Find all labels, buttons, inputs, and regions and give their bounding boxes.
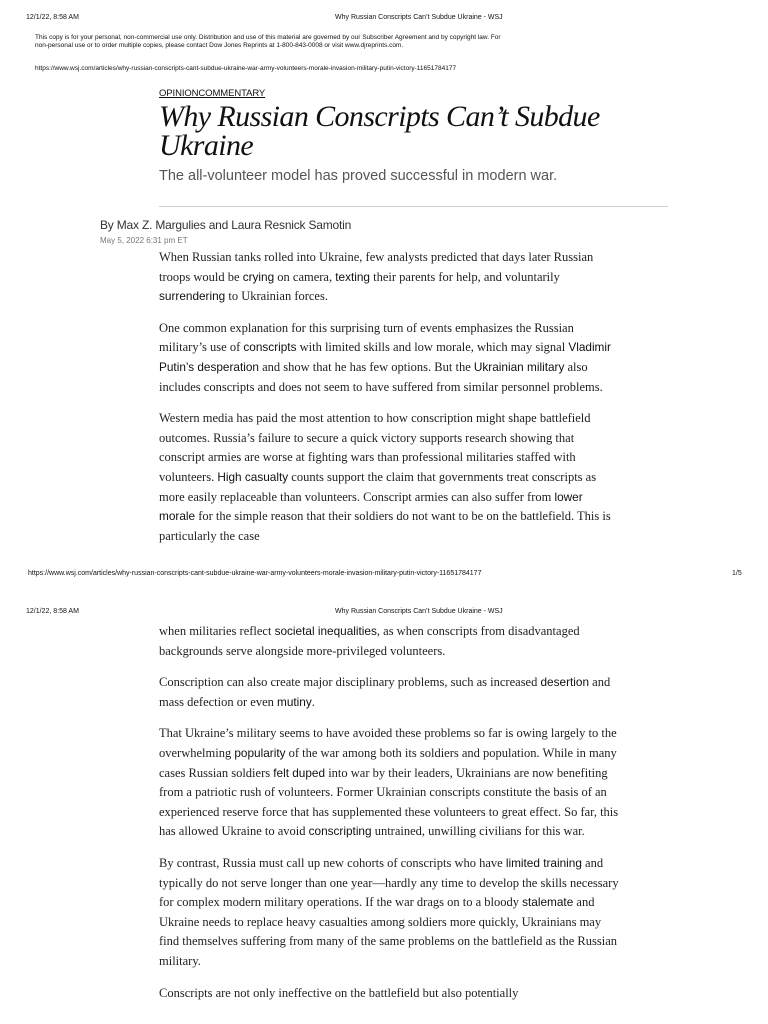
paragraph-text: and typically do not serve longer than one year—hardly any time to develop the skills necessary for complex modern military operations. If the war drags on to a bloody (159, 855, 619, 910)
page-footer-url: https://www.wsj.com/articles/why-russian-conscripts-cant-subdue-ukraine-war-army-volunteers-morale-invasion-military-putin-victory-11651784177 (28, 570, 482, 577)
reprint-notice-line: non-personal use or to order multiple copies, please contact Dow Jones Reprints at 1-800-843-0008 or visit www.djreprints.com. (35, 42, 404, 49)
inline-link[interactable]: societal inequalities (274, 624, 377, 638)
page-1-body (0, 248, 768, 565)
inline-link[interactable]: popularity (234, 745, 286, 760)
paragraph-text: with limited skills and low morale, which may signal (296, 340, 569, 355)
reprint-notice-line: This copy is for your personal, non-commercial use only. Distribution and use of this material are governed by our Subscriber Agreement and by copyright law. For (35, 34, 501, 41)
inline-link[interactable]: texting (335, 269, 370, 284)
print-timestamp: 12/1/22, 8:58 AM (26, 14, 79, 21)
inline-link[interactable]: mutiny (277, 694, 312, 709)
body-paragraph (159, 673, 619, 712)
inline-link[interactable]: limited training (505, 855, 582, 870)
print-title: Why Russian Conscripts Can’t Subdue Ukraine - WSJ (335, 14, 503, 21)
article-headline: Why Russian Conscripts Can’t Subdue Ukraine (159, 100, 600, 162)
paragraph-text: and Ukraine needs to replace heavy casualties among soldiers more quickly, Ukrainians may find themselves suffering from many of the same problems on the battlefield as the Russian military. (159, 895, 617, 968)
page-number: 1/5 (732, 570, 742, 577)
paragraph-text: That Ukraine’s military seems to have avoided these problems so far is owing largely to the overwhelming (159, 726, 617, 760)
paragraph-text: to Ukrainian forces. (225, 289, 328, 304)
inline-link[interactable]: Vladimir Putin’s (159, 340, 611, 374)
article-body-page-2 (159, 622, 619, 1015)
page-2-body (0, 622, 768, 1024)
print-title: Why Russian Conscripts Can’t Subdue Ukraine - WSJ (335, 608, 503, 615)
paragraph-text: when militaries reflect (159, 624, 275, 638)
paragraph-text: Conscription can also create major disciplinary problems, such as increased (159, 675, 541, 690)
body-paragraph (159, 724, 619, 842)
inline-link[interactable]: surrendering (159, 289, 226, 304)
paragraph-text: , as when conscripts from disadvantaged backgrounds serve alongside more-privileged volunteers. (159, 624, 580, 658)
article-date: May 5, 2022 6:31 pm ET (100, 236, 188, 245)
body-paragraph (159, 248, 619, 307)
paragraph-text: By contrast, Russia must call up new cohorts of conscripts who have (159, 855, 506, 870)
article-body-page-1 (159, 248, 619, 558)
inline-link[interactable]: lower morale (159, 489, 583, 524)
article-url[interactable]: https://www.wsj.com/articles/why-russian-conscripts-cant-subdue-ukraine-war-army-volunteers-morale-invasion-military-putin-victory-11651784177 (35, 65, 457, 72)
print-timestamp: 12/1/22, 8:58 AM (26, 608, 79, 615)
reprint-notice (35, 34, 501, 50)
paragraph-text: for the simple reason that their soldiers do not want to be on the battlefield. This is particularly the case (159, 509, 611, 543)
inline-link[interactable]: desertion (540, 675, 590, 690)
paragraph-text: Western media has paid the most attention to how conscription might shape battlefield outcomes. Russia’s failure to secure a quick victory supports research showing that conscript armies are worse at fighting wars than professional militaries staffed with volunteers. (159, 411, 591, 484)
body-paragraph (159, 319, 619, 397)
paragraph-text: . (311, 694, 315, 709)
inline-link[interactable]: High casualty (217, 469, 289, 484)
body-paragraph (159, 409, 619, 546)
inline-link[interactable]: felt duped (273, 765, 326, 780)
page-break (0, 585, 768, 599)
header-divider (159, 206, 668, 207)
paragraph-text: counts support the claim that governments treat conscripts as more easily replaceable than volunteers. Conscript armies can also suffer from (159, 469, 597, 504)
inline-link[interactable]: crying (242, 269, 275, 284)
article-byline: By Max Z. Margulies and Laura Resnick Samotin (100, 218, 352, 232)
paragraph-text: also includes conscripts and does not seem to have suffered from similar personnel problems. (159, 359, 603, 394)
paragraph-text: into war by their leaders, Ukrainians are now benefiting from a patriotic rush of volunteers. Former Ukrainian conscripts constitute the basis of an experienced reserve force that has supplemented these volunteers to great effect. So far, this has allowed Ukraine to avoid (159, 765, 619, 839)
body-paragraph (159, 622, 619, 661)
paragraph-text: Conscripts are not only ineffective on the battlefield but also potentially (159, 985, 519, 1000)
paragraph-text: One common explanation for this surprising turn of events emphasizes the Russian military’s use of (159, 320, 574, 355)
paragraph-text: on camera, (274, 269, 336, 284)
paragraph-text: their parents for help, and voluntarily (370, 269, 560, 284)
paragraph-text: and show that he has few options. But the (258, 359, 474, 374)
inline-link[interactable]: conscripting (308, 824, 372, 839)
inline-link[interactable]: Ukrainian military (473, 359, 565, 374)
paragraph-text: and mass defection or even (159, 675, 611, 709)
inline-link[interactable]: conscripts (243, 340, 297, 355)
inline-link[interactable]: stalemate (522, 895, 574, 910)
body-paragraph (159, 854, 619, 972)
paragraph-text: When Russian tanks rolled into Ukraine, few analysts predicted that days later Russian troops would be (159, 250, 594, 284)
paragraph-text: of the war among both its soldiers and population. While in many cases Russian soldiers (159, 745, 617, 780)
article-dek: The all-volunteer model has proved successful in modern war. (159, 168, 558, 184)
section-label[interactable]: OPINIONCOMMENTARY (159, 88, 266, 99)
body-paragraph (159, 984, 619, 1004)
paragraph-text: untrained, unwilling civilians for this war. (371, 824, 585, 839)
inline-link[interactable]: desperation (197, 359, 259, 374)
